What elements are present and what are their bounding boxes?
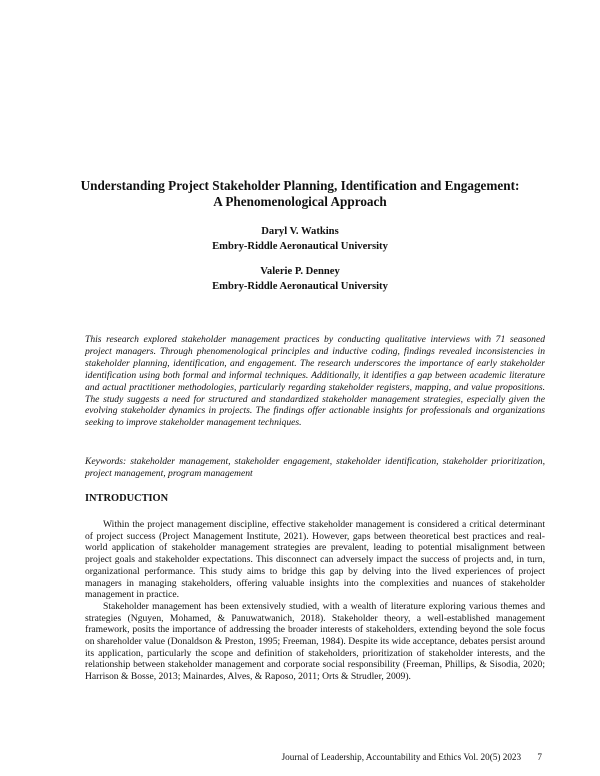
journal-citation: Journal of Leadership, Accountability and Ethics Vol. 20(5) 2023 [281,752,522,762]
author-affiliation: Embry-Riddle Aeronautical University [212,281,388,292]
author-name: Daryl V. Watkins [261,226,339,237]
author-block-1 [60,224,540,254]
author-affiliation: Embry-Riddle Aeronautical University [212,241,388,252]
title-line-1: Understanding Project Stakeholder Planning, Identification and Engagement: [80,178,520,193]
paragraph: Stakeholder management has been extensively studied, with a wealth of literature exploring various themes and strategies (Nguyen, Mohamed, & Panuwatwanich, 2018). Stakeholder theory, a well-established management framework, posits the importance of addressing the broader interests of stakeholders, extending beyond the sole focus on shareholder value (Donaldson & Preston, 1995; Freeman, 1984). Despite its wide acceptance, debates persist around its application, particularly the scope and definition of stakeholders, prioritization of stakeholder interests, and the relationship between stakeholder management and corporate social responsibility (Freeman, Phillips, & Sisodia, 2020; Harrison & Bosse, 2013; Mainardes, Alves, & Raposo, 2011; Orts & Strudler, 2009). [85,600,545,683]
body-text [85,519,545,683]
paragraph: Within the project management discipline, effective stakeholder management is considered a critical determinant of project success (Project Management Institute, 2021). However, gaps between theoretical best practices and real-world application of stakeholder management strategies are prevalent, leading to potential misalignment between project goals and stakeholder expectations. This disconnect can adversely impact the success of projects and, in turn, organizational performance. This study aims to bridge this gap by delving into the lived experiences of project managers in managing stakeholders, offering valuable insights into the complexities and nuances of stakeholder management in practice. [85,519,545,601]
page-number: 7 [537,752,542,762]
keywords: Keywords: stakeholder management, stakeholder engagement, stakeholder identification, stakeholder prioritization, project management, program management [85,456,545,479]
author-block-2 [60,264,540,294]
section-heading: INTRODUCTION [85,493,169,504]
abstract: This research explored stakeholder management practices by conducting qualitative interviews with 71 seasoned project managers. Through phenomenological principles and inductive coding, findings revealed inconsistencies in stakeholder planning, identification, and engagement. The research underscores the importance of early stakeholder identification using both formal and informal techniques. Additionally, it identifies a gap between academic literature and actual practitioner methodologies, particularly regarding stakeholder registers, mapping, and value propositions. The study suggests a need for structured and standardized stakeholder management strategies, especially given the evolving stakeholder dynamics in projects. The findings offer actionable insights for professionals and organizations seeking to improve stakeholder management techniques. [85,334,545,429]
paper-title [60,178,540,210]
page-footer [282,752,542,762]
author-name: Valerie P. Denney [260,266,340,277]
title-line-2: A Phenomenological Approach [213,194,387,209]
